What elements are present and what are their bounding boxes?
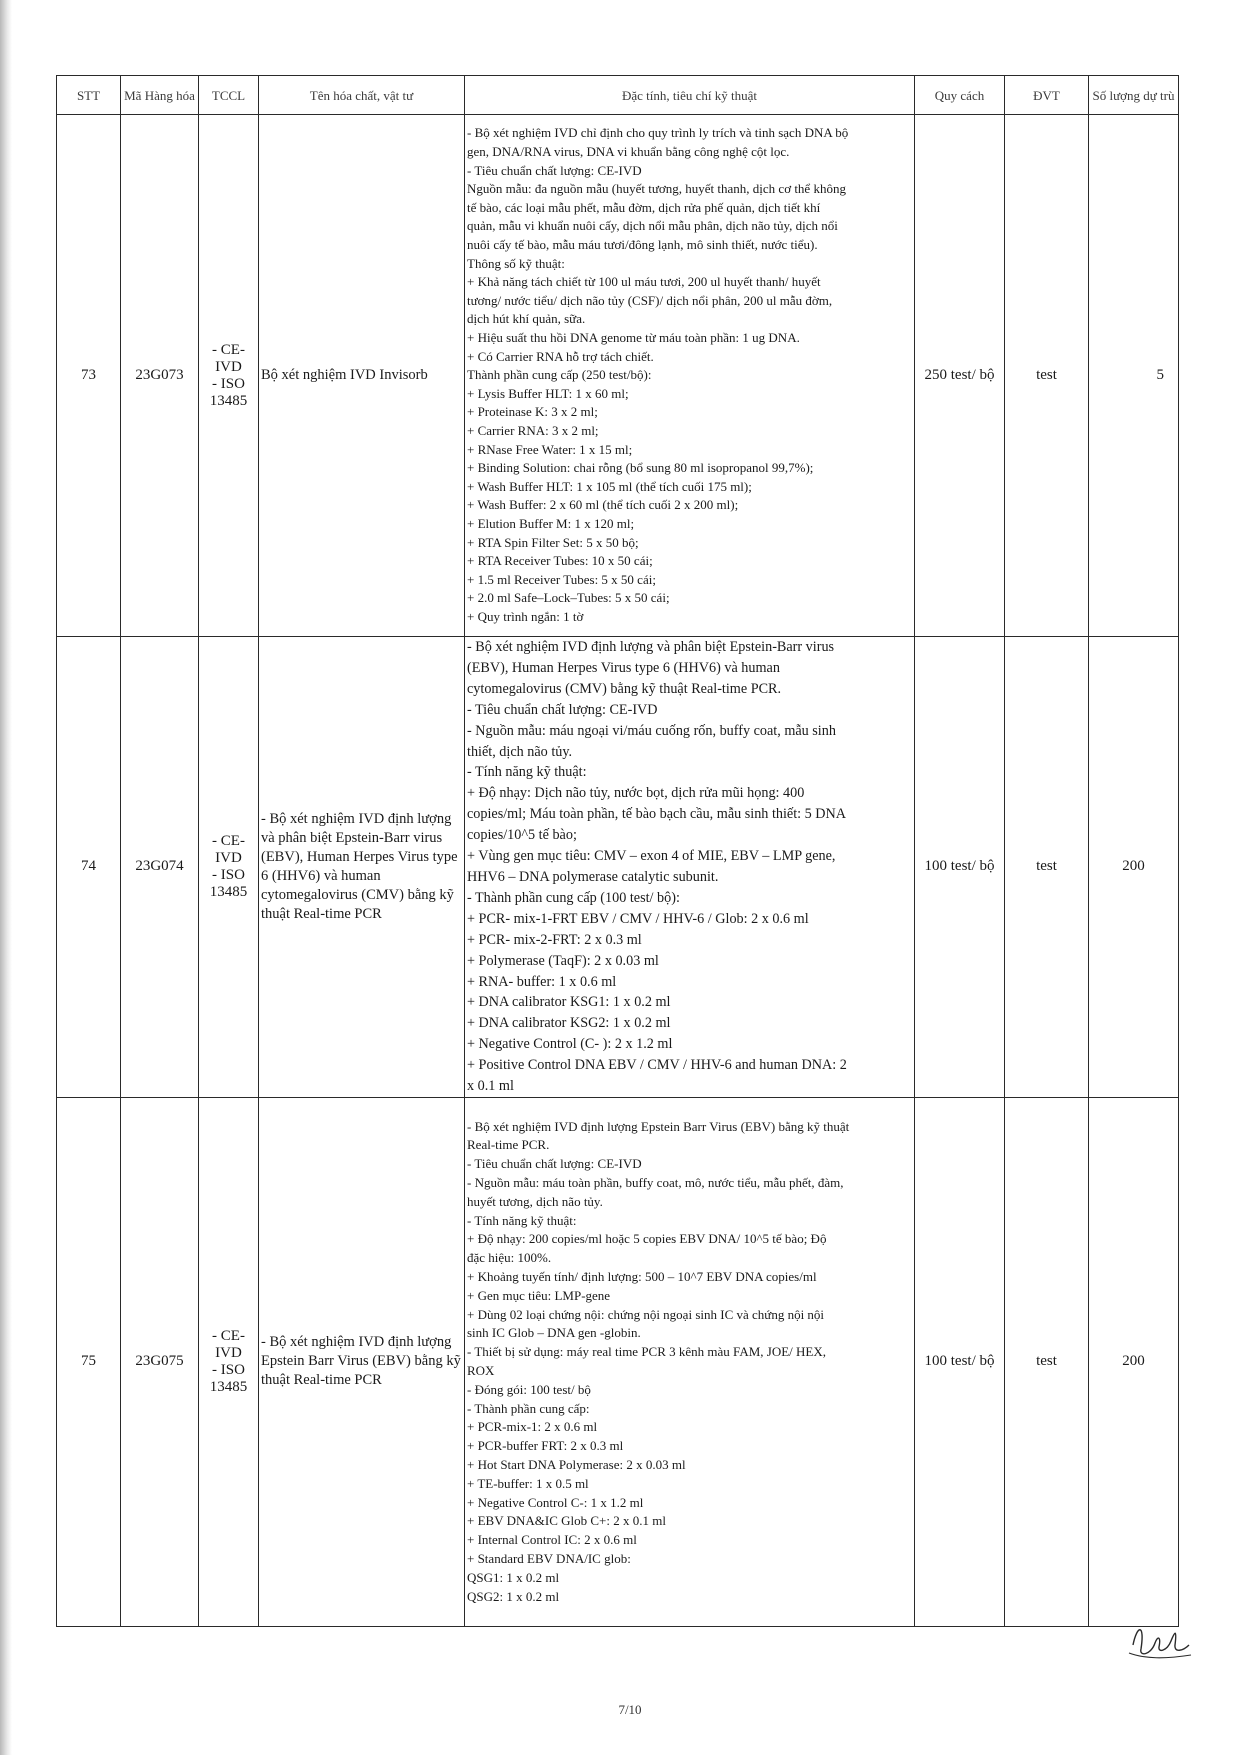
spec-line: + Negative Control (C- ): 2 x 1.2 ml xyxy=(467,1036,673,1053)
cell-so-luong: 5 xyxy=(1089,115,1179,637)
spec-line: - Thành phần cung cấp (100 test/ bộ): xyxy=(467,889,680,906)
spec-line: + Khả năng tách chiết từ 100 ul máu tươi, 200 ul huyết thanh/ huyết xyxy=(467,274,821,290)
spec-line: - Nguồn mẫu: máu ngoại vi/máu cuống rốn, buffy coat, mẫu sinh xyxy=(467,722,836,739)
spec-line: + Hiệu suất thu hồi DNA genome từ máu toàn phần: 1 ug DNA. xyxy=(467,330,800,346)
tccl-line: 13485 xyxy=(209,883,248,900)
cell-ten: Bộ xét nghiệm IVD Invisorb xyxy=(259,115,465,637)
spec-line: (EBV), Human Herpes Virus type 6 (HHV6) và human xyxy=(467,659,780,676)
tccl-line: - ISO xyxy=(212,866,245,883)
spec-line: - Bộ xét nghiệm IVD định lượng và phân biệt Epstein-Barr virus xyxy=(467,639,835,655)
spec-line: tương/ nước tiểu/ dịch não tủy (CSF)/ dịch nổi phân, 200 ul mẫu đờm, xyxy=(467,292,833,308)
cell-tccl xyxy=(199,637,259,1098)
spec-line: + DNA calibrator KSG2: 1 x 0.2 ml xyxy=(467,1015,671,1032)
spec-line: + Negative Control C-: 1 x 1.2 ml xyxy=(467,1494,644,1510)
spec-line: - Tính năng kỹ thuật: xyxy=(467,1212,577,1228)
header-so-luong: Số lượng dự trù xyxy=(1089,76,1179,115)
spec-line: + RNase Free Water: 1 x 15 ml; xyxy=(467,441,633,457)
scan-edge-shadow xyxy=(0,0,12,1755)
header-ten: Tên hóa chất, vật tư xyxy=(259,76,465,115)
cell-spec xyxy=(465,115,915,637)
spec-line: copies/ml; Máu toàn phần, tế bào bạch cầu, mẫu sinh thiết: 5 DNA xyxy=(467,806,847,823)
header-ma-hang-hoa: Mã Hàng hóa xyxy=(121,76,199,115)
spec-line: - Thành phần cung cấp: xyxy=(467,1400,590,1416)
cell-dvt: test xyxy=(1005,637,1089,1098)
spec-line: - Bộ xét nghiệm IVD định lượng Epstein Barr Virus (EBV) bằng kỹ thuật xyxy=(467,1118,850,1134)
spec-line: - Đóng gói: 100 test/ bộ xyxy=(467,1381,591,1397)
table-row xyxy=(57,1097,1179,1626)
cell-quy-cach: 100 test/ bộ xyxy=(915,1097,1005,1626)
header-tccl: TCCL xyxy=(199,76,259,115)
spec-line: - Thiết bị sử dụng: máy real time PCR 3 kênh màu FAM, JOE/ HEX, xyxy=(467,1344,826,1360)
spec-line: + Vùng gen mục tiêu: CMV – exon 4 of MIE, EBV – LMP gene, xyxy=(467,848,836,865)
spec-line: + Khoảng tuyến tính/ định lượng: 500 – 10^7 EBV DNA copies/ml xyxy=(467,1268,817,1284)
spec-line: Real-time PCR. xyxy=(467,1137,550,1153)
cell-quy-cach: 100 test/ bộ xyxy=(915,637,1005,1098)
spec-line: + PCR-mix-1: 2 x 0.6 ml xyxy=(467,1419,598,1435)
cell-spec xyxy=(465,1097,915,1626)
spec-line: Nguồn mẫu: đa nguồn mẫu (huyết tương, huyết thanh, dịch cơ thể không xyxy=(467,181,846,197)
cell-tccl xyxy=(199,1097,259,1626)
tccl-line: - ISO xyxy=(212,1361,245,1378)
header-stt: STT xyxy=(57,76,121,115)
spec-line: + Gen mục tiêu: LMP-gene xyxy=(467,1287,611,1303)
header-quy-cach: Quy cách xyxy=(915,76,1005,115)
spec-line: - Nguồn mẫu: máu toàn phần, buffy coat, mô, nước tiểu, mẫu phết, đàm, xyxy=(467,1174,844,1190)
spec-line: QSG1: 1 x 0.2 ml xyxy=(467,1569,560,1585)
spec-line: + Wash Buffer: 2 x 60 ml (thể tích cuối 2 x 200 ml); xyxy=(467,497,739,513)
spec-line: + Hot Start DNA Polymerase: 2 x 0.03 ml xyxy=(467,1456,686,1472)
spec-line: + PCR-buffer FRT: 2 x 0.3 ml xyxy=(467,1438,624,1454)
spec-line: dịch hút khí quản, sữa. xyxy=(467,311,586,327)
spec-line: + Proteinase K: 3 x 2 ml; xyxy=(467,404,598,420)
spec-line: + Elution Buffer M: 1 x 120 ml; xyxy=(467,515,635,531)
cell-stt: 75 xyxy=(57,1097,121,1626)
cell-so-luong: 200 xyxy=(1089,637,1179,1098)
cell-spec xyxy=(465,637,915,1098)
spec-line: + Carrier RNA: 3 x 2 ml; xyxy=(467,422,599,438)
spec-line: + Dùng 02 loại chứng nội: chứng nội ngoại sinh IC và chứng nội nội xyxy=(467,1306,825,1322)
spec-line: + Polymerase (TaqF): 2 x 0.03 ml xyxy=(467,952,659,969)
cell-dvt: test xyxy=(1005,1097,1089,1626)
cell-tccl xyxy=(199,115,259,637)
spec-line: - Tiêu chuẩn chất lượng: CE-IVD xyxy=(467,1156,642,1172)
spec-line: QSG2: 1 x 0.2 ml xyxy=(467,1588,560,1604)
spec-line: + Quy trình ngắn: 1 tờ xyxy=(467,608,584,624)
spec-line: đặc hiệu: 100%. xyxy=(467,1250,552,1266)
spec-line: + Có Carrier RNA hỗ trợ tách chiết. xyxy=(467,348,654,364)
cell-ma: 23G073 xyxy=(121,115,199,637)
spec-line: + Wash Buffer HLT: 1 x 105 ml (thể tích cuối 175 ml); xyxy=(467,478,752,494)
table-header-row xyxy=(57,76,1179,115)
header-dac-tinh: Đặc tính, tiêu chí kỹ thuật xyxy=(465,76,915,115)
spec-line: + PCR- mix-1-FRT EBV / CMV / HHV-6 / Glob: 2 x 0.6 ml xyxy=(467,910,809,927)
specification-table xyxy=(56,75,1179,1627)
handwritten-signature xyxy=(1125,1615,1195,1663)
spec-line: - Tiêu chuẩn chất lượng: CE-IVD xyxy=(467,701,658,718)
spec-line: copies/10^5 tế bào; xyxy=(467,827,577,844)
spec-line: quản, mẫu vi khuẩn nuôi cấy, dịch nổi mẫu phân, dịch não tủy, dịch nổi xyxy=(467,218,838,234)
spec-line: ROX xyxy=(467,1362,495,1378)
tccl-line: 13485 xyxy=(209,392,248,409)
page-number: 7/10 xyxy=(618,1702,642,1717)
spec-line: + 2.0 ml Safe–Lock–Tubes: 5 x 50 cái; xyxy=(467,590,670,606)
spec-line: + DNA calibrator KSG1: 1 x 0.2 ml xyxy=(467,994,671,1011)
spec-line: - Tính năng kỹ thuật: xyxy=(467,764,587,781)
cell-ten: - Bộ xét nghiệm IVD định lượng và phân biệt Epstein-Barr virus (EBV), Human Herpes Virus type 6 (HHV6) và human cytomegalovirus (CMV) bằng kỹ thuật Real-time PCR xyxy=(259,637,465,1098)
spec-line: cytomegalovirus (CMV) bằng kỹ thuật Real-time PCR. xyxy=(467,680,782,697)
spec-line: + Lysis Buffer HLT: 1 x 60 ml; xyxy=(467,385,629,401)
spec-line: nuôi cấy tế bào, mẫu máu tươi/đông lạnh, mô sinh thiết, nước tiểu). xyxy=(467,237,818,253)
cell-ten: - Bộ xét nghiệm IVD định lượng Epstein Barr Virus (EBV) bằng kỹ thuật Real-time PCR xyxy=(259,1097,465,1626)
tccl-line: - ISO xyxy=(212,375,245,392)
spec-line: + RTA Receiver Tubes: 10 x 50 cái; xyxy=(467,553,653,569)
spec-line: HHV6 – DNA polymerase catalytic subunit. xyxy=(467,868,719,885)
spec-line: sinh IC Glob – DNA gen -globin. xyxy=(467,1325,641,1341)
spec-line: + RTA Spin Filter Set: 5 x 50 bộ; xyxy=(467,534,639,550)
tccl-line: - CE-IVD xyxy=(212,832,245,866)
spec-line: + Độ nhạy: 200 copies/ml hoặc 5 copies EBV DNA/ 10^5 tế bào; Độ xyxy=(467,1231,827,1247)
spec-line: - Tiêu chuẩn chất lượng: CE-IVD xyxy=(467,162,642,178)
spec-line: - Bộ xét nghiệm IVD chỉ định cho quy trình ly trích và tinh sạch DNA bộ xyxy=(467,125,849,141)
table-row xyxy=(57,115,1179,637)
spec-line: + TE-buffer: 1 x 0.5 ml xyxy=(467,1475,589,1491)
cell-ma: 23G075 xyxy=(121,1097,199,1626)
spec-line: huyết tương, dịch não tủy. xyxy=(467,1193,603,1209)
spec-line: gen, DNA/RNA virus, DNA vi khuẩn bằng công nghệ cột lọc. xyxy=(467,144,790,160)
spec-line: + 1.5 ml Receiver Tubes: 5 x 50 cái; xyxy=(467,571,656,587)
cell-ma: 23G074 xyxy=(121,637,199,1098)
spec-line: + EBV DNA&IC Glob C+: 2 x 0.1 ml xyxy=(467,1513,666,1529)
cell-so-luong: 200 xyxy=(1089,1097,1179,1626)
header-dvt: ĐVT xyxy=(1005,76,1089,115)
cell-stt: 74 xyxy=(57,637,121,1098)
spec-line: + Độ nhạy: Dịch não tủy, nước bọt, dịch rửa mũi họng: 400 xyxy=(467,785,805,802)
spec-line: + PCR- mix-2-FRT: 2 x 0.3 ml xyxy=(467,931,642,948)
cell-quy-cach: 250 test/ bộ xyxy=(915,115,1005,637)
spec-line: x 0.1 ml xyxy=(467,1078,514,1095)
spec-line: tế bào, các loại mẫu phết, mẫu đờm, dịch rửa phế quản, dịch tiết khí xyxy=(467,199,821,215)
cell-dvt: test xyxy=(1005,115,1089,637)
spec-line: Thành phần cung cấp (250 test/bộ): xyxy=(467,367,652,383)
spec-line: + Binding Solution: chai rỗng (bổ sung 80 ml isopropanol 99,7%); xyxy=(467,460,814,476)
tccl-line: 13485 xyxy=(209,1378,248,1395)
spec-line: + Positive Control DNA EBV / CMV / HHV-6 and human DNA: 2 xyxy=(467,1057,847,1074)
spec-line: Thông số kỹ thuật: xyxy=(467,255,565,271)
spec-line: + Standard EBV DNA/IC glob: xyxy=(467,1550,631,1566)
tccl-line: - CE-IVD xyxy=(212,1327,245,1361)
tccl-line: - CE-IVD xyxy=(212,341,245,375)
spec-line: thiết, dịch não tủy. xyxy=(467,743,573,760)
table-row xyxy=(57,637,1179,1098)
spec-line: + Internal Control IC: 2 x 0.6 ml xyxy=(467,1532,637,1548)
spec-line: + RNA- buffer: 1 x 0.6 ml xyxy=(467,973,617,990)
cell-stt: 73 xyxy=(57,115,121,637)
